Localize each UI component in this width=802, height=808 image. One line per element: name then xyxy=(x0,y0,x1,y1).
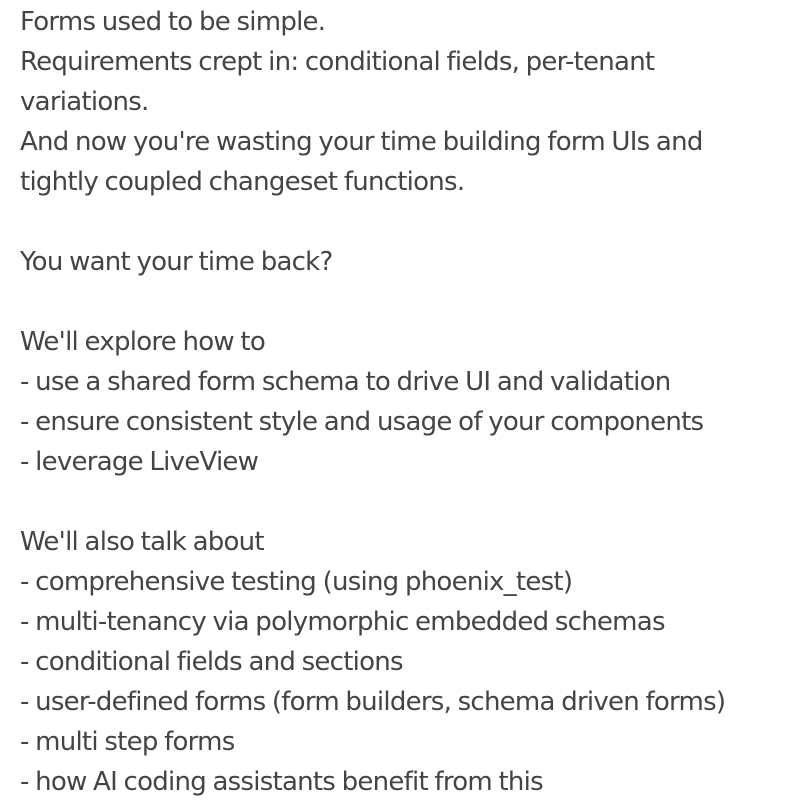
talk-list-item: - conditional fields and sections xyxy=(20,647,403,677)
talk-heading: We'll also talk about xyxy=(20,527,264,557)
talk-list-item: - multi step forms xyxy=(20,727,235,757)
paragraph-break xyxy=(20,482,795,522)
intro-line: tightly coupled changeset functions. xyxy=(20,167,465,197)
paragraph-break xyxy=(20,282,795,322)
explore-list-item: - ensure consistent style and usage of your components xyxy=(20,407,704,437)
explore-list-item: - leverage LiveView xyxy=(20,447,259,477)
talk-list-item: - multi-tenancy via polymorphic embedded schemas xyxy=(20,607,665,637)
intro-line: And now you're wasting your time building form UIs and xyxy=(20,127,703,157)
talk-list-item: - user-defined forms (form builders, schema driven forms) xyxy=(20,687,726,717)
explore-heading: We'll explore how to xyxy=(20,327,265,357)
question-line: You want your time back? xyxy=(20,247,333,277)
paragraph-break xyxy=(20,202,795,242)
talk-list-item: - comprehensive testing (using phoenix_test) xyxy=(20,567,573,597)
talk-abstract xyxy=(20,2,795,802)
talk-list-item: - how AI coding assistants benefit from this xyxy=(20,767,543,797)
explore-list-item: - use a shared form schema to drive UI and validation xyxy=(20,367,671,397)
intro-line: variations. xyxy=(20,87,149,117)
intro-line: Requirements crept in: conditional fields, per-tenant xyxy=(20,47,655,77)
intro-line: Forms used to be simple. xyxy=(20,7,326,37)
